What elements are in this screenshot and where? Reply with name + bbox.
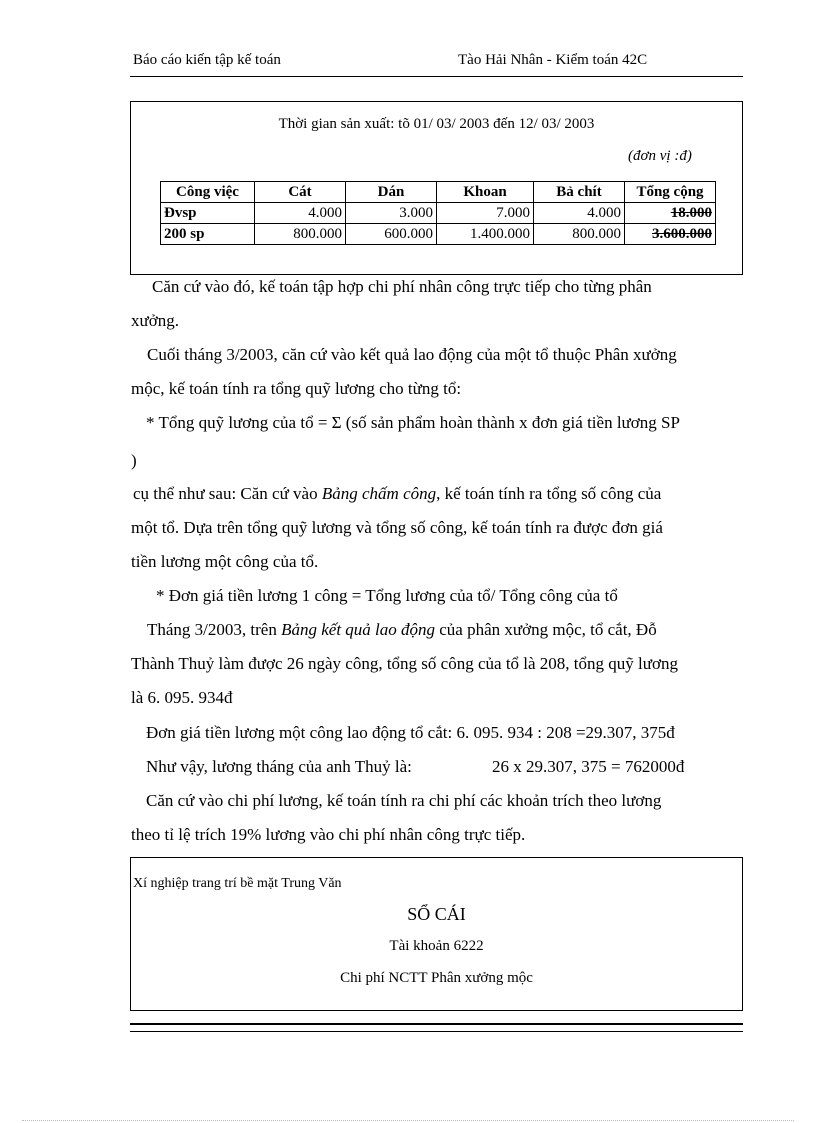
text-run: , kế toán tính ra tổng số công của: [436, 484, 662, 503]
paragraph-line: Căn cứ vào chi phí lương, kế toán tính ra chi phí các khoản trích theo lương: [146, 791, 662, 810]
production-cost-table: [160, 181, 716, 245]
table-cell: 600.000: [346, 224, 437, 245]
row-label: Đvsp: [161, 203, 255, 224]
table-cell: 4.000: [534, 203, 625, 224]
table-cell: 4.000: [255, 203, 346, 224]
calculation-line: Đơn giá tiền lương một công lao động tổ cắt: 6. 095. 934 : 208 =29.307, 375đ: [146, 723, 675, 742]
column-header-job: Công việc: [161, 182, 255, 203]
table-cell-total: 3.600.000: [625, 224, 716, 245]
paragraph-line: theo tỉ lệ trích 19% lương vào chi phí nhân công trực tiếp.: [131, 825, 526, 844]
account-number: Tài khoản 6222: [389, 938, 484, 954]
column-header-putty: Bả chít: [534, 182, 625, 203]
ledger-title: SỔ CÁI: [407, 904, 466, 924]
row-label: 200 sp: [161, 224, 255, 245]
table-cell-total: 18.000: [625, 203, 716, 224]
formula-line: * Tổng quỹ lương của tổ = Σ (số sản phẩm hoàn thành x đơn giá tiền lương SP: [146, 413, 680, 432]
paragraph-line: [133, 484, 661, 504]
formula-line: * Đơn giá tiền lương 1 công = Tổng lương của tổ/ Tổng công của tổ: [156, 586, 618, 605]
production-time-text: Thời gian sản xuất: tõ 01/ 03/ 2003 đến 12/ 03/ 2003: [278, 116, 595, 132]
column-header-drill: Khoan: [437, 182, 534, 203]
calculation-label: Như vậy, lương tháng của anh Thuỷ là:: [146, 757, 412, 776]
table-cell: 3.000: [346, 203, 437, 224]
italic-term: Bảng kết quả lao động: [281, 620, 436, 639]
company-name: Xí nghiệp trang trí bề mặt Trung Văn: [133, 876, 342, 891]
header-report-title: Báo cáo kiến tập kế toán: [133, 52, 281, 68]
table-cell: 800.000: [534, 224, 625, 245]
column-header-total: Tổng cộng: [625, 182, 716, 203]
text-run: cụ thể như sau: Căn cứ vào: [133, 484, 322, 503]
text-run: của phân xưởng mộc, tổ cắt, Đỗ: [435, 620, 657, 639]
paragraph-line: mộc, kế toán tính ra tổng quỹ lương cho từng tổ:: [131, 379, 462, 398]
ledger-description: Chi phí NCTT Phân xưởng mộc: [340, 970, 533, 986]
header-author: Tào Hải Nhân - Kiểm toán 42C: [458, 52, 648, 68]
paragraph-line: Căn cứ vào đó, kế toán tập hợp chi phí nhân công trực tiếp cho từng phân: [152, 277, 652, 296]
table-cell: 800.000: [255, 224, 346, 245]
paragraph-line: Cuối tháng 3/2003, căn cứ vào kết quả lao động của một tổ thuộc Phân xưởng: [147, 345, 677, 364]
column-header-glue: Dán: [346, 182, 437, 203]
currency-unit-note: (đơn vị :đ): [628, 148, 692, 164]
footer-double-line-top: [130, 1023, 743, 1025]
formula-line: ): [131, 451, 137, 470]
paragraph-line: Thành Thuỷ làm được 26 ngày công, tổng số công của tổ là 208, tổng quỹ lương: [131, 654, 678, 673]
paragraph-line: là 6. 095. 934đ: [131, 688, 233, 707]
table-row: [161, 224, 716, 245]
italic-term: Bảng chấm công: [321, 484, 437, 503]
footer-double-line-bottom: [130, 1031, 743, 1032]
table-cell: 7.000: [437, 203, 534, 224]
table-row: [161, 203, 716, 224]
page-edge-dotted-line: [22, 1120, 794, 1121]
table-cell: 1.400.000: [437, 224, 534, 245]
paragraph-line: xưởng.: [131, 311, 179, 330]
paragraph-line: tiền lương một công của tổ.: [131, 552, 319, 571]
paragraph-line: [147, 620, 657, 640]
paragraph-line: một tổ. Dựa trên tổng quỹ lương và tổng số công, kế toán tính ra được đơn giá: [131, 518, 663, 537]
column-header-cut: Cát: [255, 182, 346, 203]
header-divider: [130, 76, 743, 77]
calculation-result: 26 x 29.307, 375 = 762000đ: [492, 757, 685, 776]
text-run: Tháng 3/2003, trên: [147, 620, 282, 639]
table-header-row: [161, 182, 716, 203]
